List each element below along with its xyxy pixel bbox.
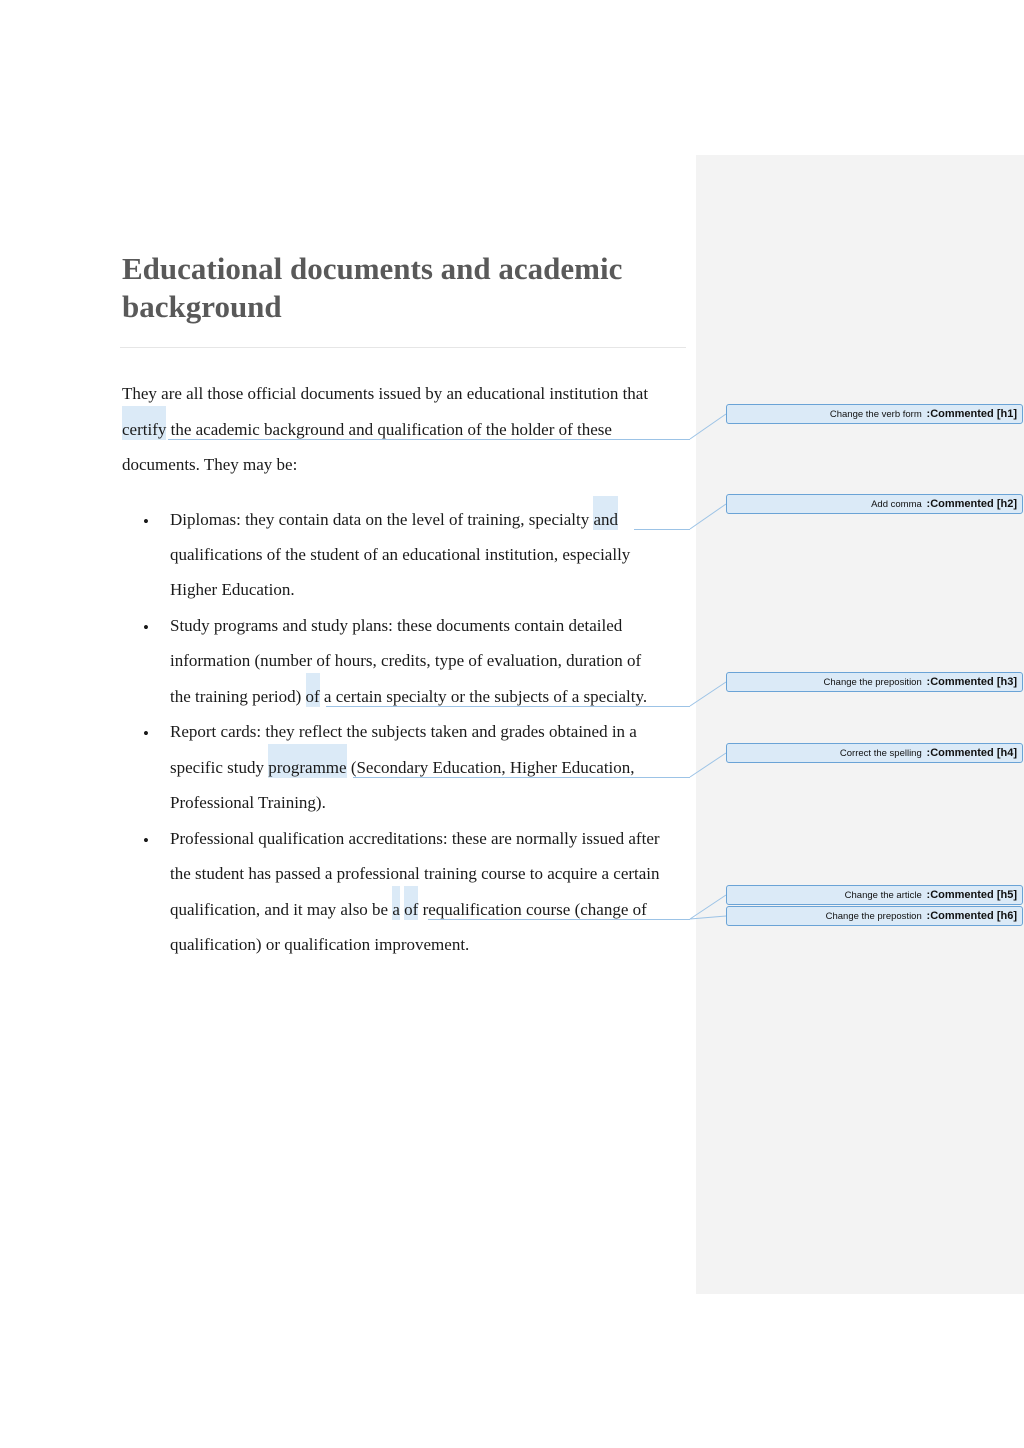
list-item-2-text: the training period) bbox=[170, 687, 306, 706]
comment-h1[interactable] bbox=[726, 404, 1023, 424]
bullet-marker: • bbox=[143, 724, 149, 743]
list-item-2-line-3 bbox=[170, 687, 647, 707]
comment-text: Change the prepostion bbox=[825, 911, 922, 922]
comment-text: Change the preposition bbox=[823, 677, 922, 688]
list-item-1-line-3: Higher Education. bbox=[170, 580, 295, 599]
list-item-2-line-2: information (number of hours, credits, type of evaluation, duration of bbox=[170, 651, 642, 670]
list-item-4-line-2: the student has passed a professional training course to acquire a certain bbox=[170, 864, 660, 883]
comment-h4[interactable] bbox=[726, 743, 1023, 763]
list-item-3-line-3: Professional Training). bbox=[170, 793, 326, 812]
highlight-certify[interactable]: certify bbox=[122, 406, 166, 440]
comment-anchor-line bbox=[353, 777, 690, 778]
title-divider bbox=[120, 347, 686, 348]
list-item-3-text: specific study bbox=[170, 758, 269, 777]
comment-h3[interactable] bbox=[726, 672, 1023, 692]
comment-text: Correct the spelling bbox=[839, 748, 922, 759]
bullet-marker: • bbox=[143, 831, 149, 850]
list-item-4-text-end: requalification course (change of bbox=[418, 900, 647, 919]
list-item-4-text: qualification, and it may also be bbox=[170, 900, 393, 919]
intro-line-1: They are all those official documents issued by an educational institution that bbox=[122, 384, 649, 403]
list-item-3-line-2 bbox=[170, 758, 635, 778]
comment-text: Change the verb form bbox=[829, 409, 922, 420]
comment-tag: :Commented [h6] bbox=[926, 910, 1017, 922]
list-item-3-text-end: (Secondary Education, Higher Education, bbox=[346, 758, 635, 777]
comment-anchor-line bbox=[168, 439, 690, 440]
highlight-of[interactable]: of bbox=[306, 673, 320, 707]
intro-line-2 bbox=[122, 420, 612, 440]
list-item-1-line-2: qualifications of the student of an educational institution, especially bbox=[170, 545, 631, 564]
intro-line-2-text: the academic background and qualification of the holder of these bbox=[166, 420, 612, 439]
comment-anchor-line bbox=[326, 706, 690, 707]
comment-tag: :Commented [h1] bbox=[926, 408, 1017, 420]
comment-pane bbox=[696, 155, 1024, 1294]
comment-h6[interactable] bbox=[726, 906, 1023, 926]
bullet-marker: • bbox=[143, 618, 149, 637]
list-item-4-line-3 bbox=[170, 900, 647, 920]
comment-tag: :Commented [h4] bbox=[926, 747, 1017, 759]
title-line-1: Educational documents and academic bbox=[122, 251, 623, 286]
comment-anchor-line bbox=[634, 529, 690, 530]
highlight-and[interactable]: and bbox=[593, 496, 618, 530]
list-item-4-line-1: Professional qualification accreditations: these are normally issued after bbox=[170, 829, 660, 848]
comment-tag: :Commented [h5] bbox=[926, 889, 1017, 901]
highlight-of-2[interactable]: of bbox=[404, 886, 418, 920]
list-item-4-line-4: qualification) or qualification improvement. bbox=[170, 935, 470, 954]
bullet-marker: • bbox=[143, 512, 149, 531]
list-item-2-text-end: a certain specialty or the subjects of a specialty. bbox=[319, 687, 648, 706]
list-item-2-line-1: Study programs and study plans: these documents contain detailed bbox=[170, 616, 623, 635]
comment-text: Change the article bbox=[844, 890, 922, 901]
comment-h2[interactable] bbox=[726, 494, 1023, 514]
comment-h5[interactable] bbox=[726, 885, 1023, 905]
comment-text: Add comma bbox=[871, 499, 922, 510]
comment-tag: :Commented [h3] bbox=[926, 676, 1017, 688]
title-line-2: background bbox=[122, 289, 282, 324]
intro-line-3: documents. They may be: bbox=[122, 455, 298, 474]
list-item-3-line-1: Report cards: they reflect the subjects taken and grades obtained in a bbox=[170, 722, 637, 741]
list-item-1-text: Diplomas: they contain data on the level of training, specialty bbox=[170, 510, 594, 529]
highlight-programme[interactable]: programme bbox=[268, 744, 346, 778]
highlight-a[interactable]: a bbox=[392, 886, 400, 920]
list-item-1-line-1 bbox=[170, 510, 618, 530]
comment-anchor-line bbox=[428, 919, 690, 920]
comment-tag: :Commented [h2] bbox=[926, 498, 1017, 510]
document-title bbox=[122, 250, 682, 326]
